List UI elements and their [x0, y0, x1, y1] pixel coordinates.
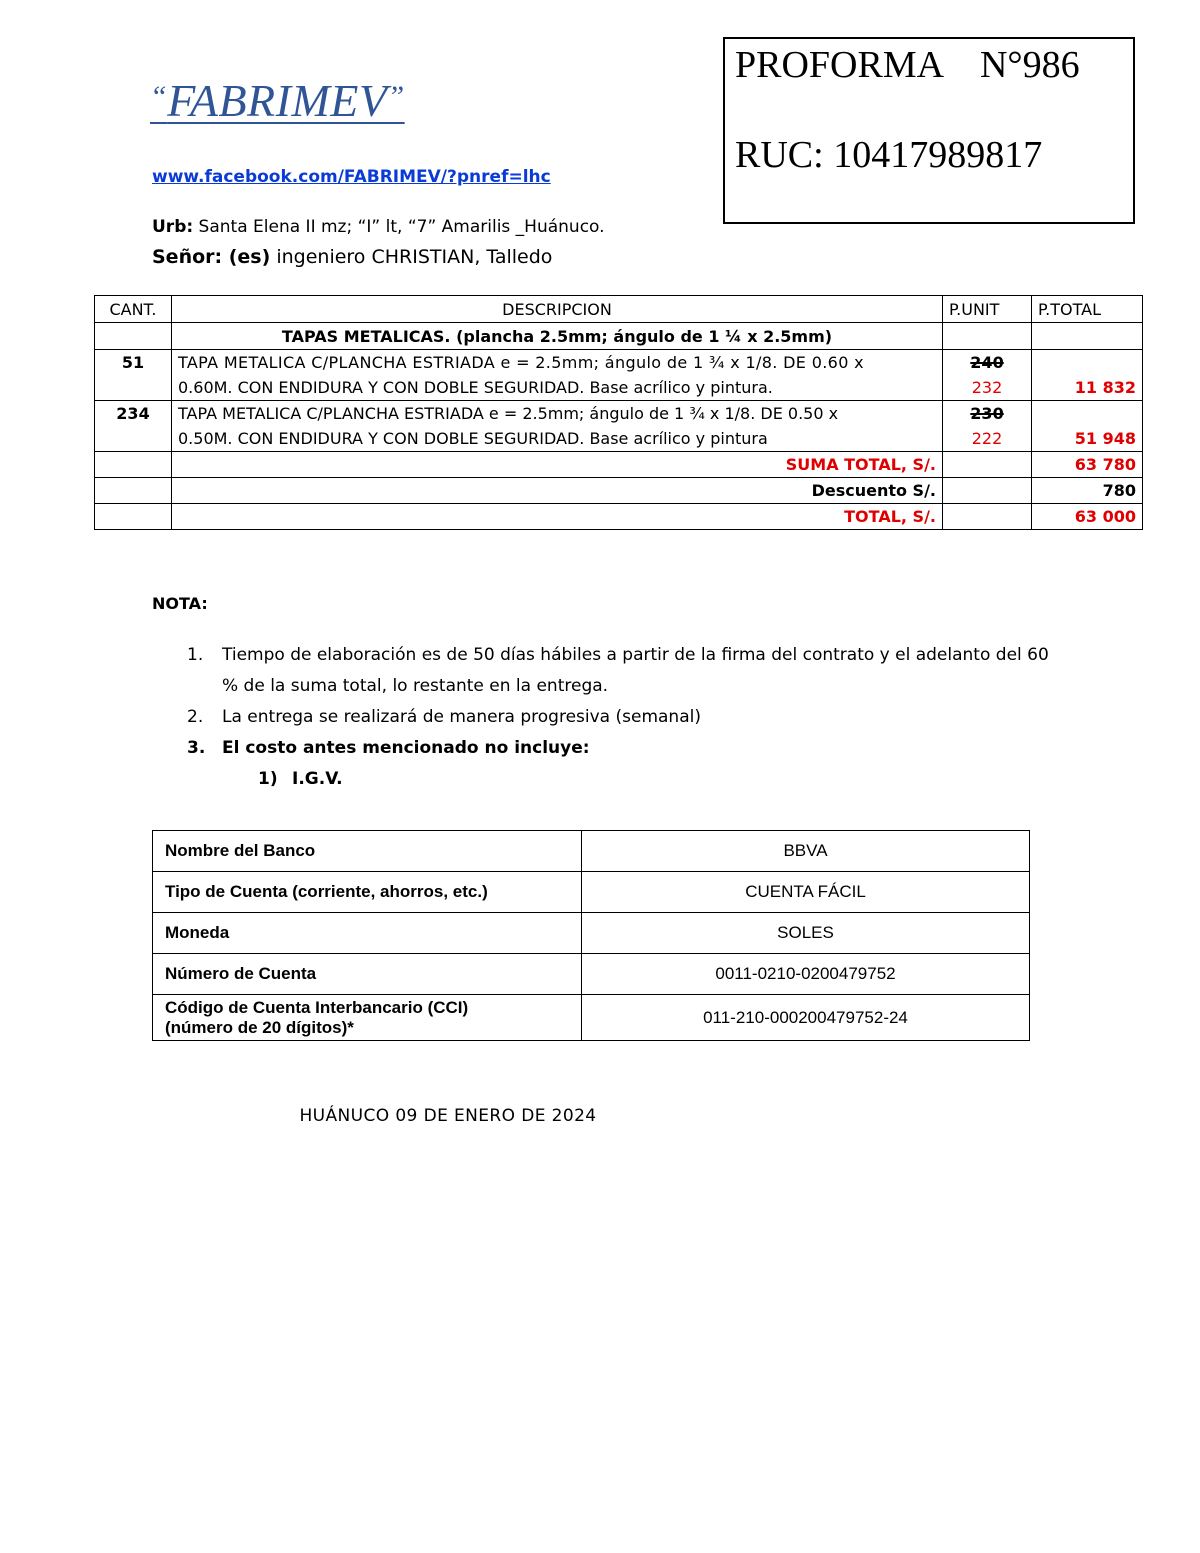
- note-number: 1.: [187, 645, 204, 665]
- table-row: [153, 831, 1030, 872]
- bank-table: [152, 830, 1030, 1041]
- ruc-number: RUC: 10417989817: [735, 134, 1043, 176]
- suma-total-row: [95, 452, 1143, 478]
- subnote-text: I.G.V.: [292, 769, 343, 789]
- client-text: ingeniero CHRISTIAN, Talledo: [270, 246, 553, 268]
- item-desc-line: TAPA METALICA C/PLANCHA ESTRIADA e = 2.5mm; ángulo de 1 ¾ x 1/8. DE 0.60 x: [178, 353, 864, 372]
- bank-value: SOLES: [582, 913, 1030, 954]
- suma-total-value: 63 780: [1032, 452, 1143, 478]
- descuento-value: 780: [1032, 478, 1143, 504]
- item-total-value: 51 948: [1074, 429, 1136, 448]
- notes-list: [152, 640, 1092, 795]
- table-row: [153, 995, 1030, 1041]
- bank-label: [153, 995, 582, 1041]
- logo-name: FABRIMEV: [167, 75, 388, 126]
- header-punit: P.UNIT: [943, 296, 1032, 323]
- item-qty: 234: [95, 401, 172, 452]
- bank-label: Tipo de Cuenta (corriente, ahorros, etc.): [153, 872, 582, 913]
- descuento-row: [95, 478, 1143, 504]
- facebook-link[interactable]: www.facebook.com/FABRIMEV/?pnref=lhc: [152, 167, 551, 187]
- bank-label: Moneda: [153, 913, 582, 954]
- section-title: TAPAS METALICAS. (plancha 2.5mm; ángulo de 1 ¼ x 2.5mm): [172, 323, 943, 350]
- item-description: [172, 350, 943, 401]
- item-total: [1032, 401, 1143, 452]
- bank-value: 011-210-000200479752-24: [582, 995, 1030, 1041]
- logo-close-quote: ”: [387, 80, 405, 113]
- address-label: Urb:: [152, 217, 194, 237]
- note-text: La entrega se realizará de manera progresiva (semanal): [222, 707, 701, 727]
- item-total: [1032, 350, 1143, 401]
- bank-label: Nombre del Banco: [153, 831, 582, 872]
- header-cant: CANT.: [95, 296, 172, 323]
- notes-title: NOTA:: [152, 594, 208, 613]
- total-value: 63 000: [1032, 504, 1143, 530]
- note-text: % de la suma total, lo restante en la entrega.: [222, 676, 609, 696]
- cci-label-line: (número de 20 dígitos)*: [165, 1017, 354, 1037]
- table-row: [95, 350, 1143, 401]
- table-row: [153, 954, 1030, 995]
- list-item: [152, 640, 1092, 702]
- item-old-price: 230: [970, 404, 1004, 423]
- cci-label-line: Código de Cuenta Interbancario (CCI): [165, 997, 469, 1017]
- note-number: 2.: [187, 707, 204, 727]
- bank-value: CUENTA FÁCIL: [582, 872, 1030, 913]
- logo-open-quote: “: [150, 80, 168, 113]
- company-logo: [150, 74, 405, 127]
- subnote-number: 1): [258, 769, 278, 789]
- client-label: Señor: (es): [152, 246, 271, 268]
- table-row: [153, 913, 1030, 954]
- item-unit-price: [943, 350, 1032, 401]
- address-line: [152, 217, 605, 237]
- list-item: [152, 702, 1092, 733]
- bank-value: 0011-0210-0200479752: [582, 954, 1030, 995]
- suma-total-label: SUMA TOTAL, S/.: [172, 452, 943, 478]
- item-qty: 51: [95, 350, 172, 401]
- note-text: Tiempo de elaboración es de 50 días hábiles a partir de la firma del contrato y el adelanto del 60: [222, 645, 1049, 665]
- note-text: El costo antes mencionado no incluye:: [222, 738, 590, 758]
- item-unit-price: [943, 401, 1032, 452]
- item-new-price: 232: [971, 378, 1003, 397]
- item-desc-line: TAPA METALICA C/PLANCHA ESTRIADA e = 2.5mm; ángulo de 1 ¾ x 1/8. DE 0.50 x: [178, 404, 839, 423]
- total-row: [95, 504, 1143, 530]
- client-line: [152, 246, 552, 268]
- table-row: [153, 872, 1030, 913]
- item-old-price: 240: [970, 353, 1004, 372]
- note-number: 3.: [187, 738, 206, 758]
- date-line: HUÁNUCO 09 DE ENERO DE 2024: [299, 1106, 597, 1126]
- item-total-value: 11 832: [1074, 378, 1136, 397]
- address-text: Santa Elena II mz; “I” lt, “7” Amarilis _Huánuco.: [193, 217, 605, 237]
- item-new-price: 222: [971, 429, 1003, 448]
- item-desc-line: 0.50M. CON ENDIDURA Y CON DOBLE SEGURIDAD. Base acrílico y pintura: [178, 429, 768, 448]
- item-description: [172, 401, 943, 452]
- bank-value: BBVA: [582, 831, 1030, 872]
- quote-table: [94, 295, 1143, 530]
- proforma-box: [723, 37, 1135, 224]
- total-label: TOTAL, S/.: [172, 504, 943, 530]
- table-row: [95, 401, 1143, 452]
- header-descripcion: DESCRIPCION: [172, 296, 943, 323]
- descuento-label: Descuento S/.: [172, 478, 943, 504]
- list-item: [152, 733, 1092, 764]
- sub-list-item: [152, 764, 1092, 795]
- header-ptotal: P.TOTAL: [1032, 296, 1143, 323]
- bank-label: Número de Cuenta: [153, 954, 582, 995]
- proforma-number: PROFORMA N°986: [735, 44, 1080, 86]
- section-row: [95, 323, 1143, 350]
- item-desc-line: 0.60M. CON ENDIDURA Y CON DOBLE SEGURIDAD. Base acrílico y pintura.: [178, 378, 773, 397]
- quote-header-row: [95, 296, 1143, 323]
